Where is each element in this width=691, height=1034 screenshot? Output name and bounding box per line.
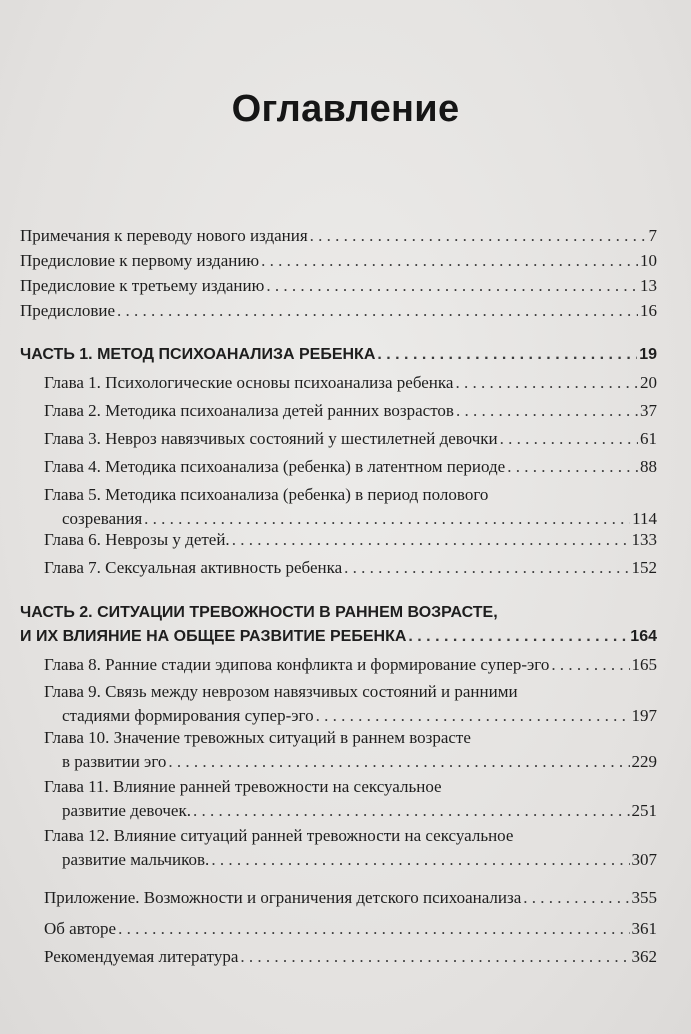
leader-dots [310,224,647,248]
toc-chapter-page: 37 [640,401,657,420]
toc-chapter-title-line1: Глава 10. Значение тревожных ситуаций в раннем возрасте [44,728,471,747]
toc-entry-title: Предисловие [20,301,116,320]
toc-part-2[interactable] [20,601,657,649]
toc-chapter-title-line1: Глава 9. Связь между неврозом навязчивых состояний и ранними [44,682,518,701]
toc-chapter-title-line1: Глава 12. Влияние ситуаций ранней тревожности на сексуальное [44,826,514,845]
toc-entry[interactable] [44,945,657,969]
leader-dots [168,750,629,774]
toc-entry[interactable] [20,224,657,248]
toc-chapter-title: Глава 2. Методика психоанализа детей ранних возрастов [44,401,454,420]
toc-chapter-title-line2: стадиями формирования супер-эго [62,706,314,725]
toc-part-title: ЧАСТЬ 1. МЕТОД ПСИХОАНАЛИЗА РЕБЕНКА [20,346,376,363]
toc-entry-page: 355 [631,888,657,907]
toc-entry-title: Предисловие к третьему изданию [20,276,265,295]
toc-chapter[interactable] [44,726,657,774]
toc-chapter[interactable] [44,775,657,823]
toc-chapter-title: Глава 6. Неврозы у детей. [44,530,230,549]
toc-entry[interactable] [20,299,657,323]
toc-chapter-page: 197 [631,706,657,725]
toc-entry-page: 10 [640,251,657,270]
toc-chapter[interactable] [44,483,657,531]
toc-chapter[interactable] [44,427,657,451]
leader-dots [377,343,637,367]
leader-dots [117,299,638,323]
toc-chapter-page: 88 [640,457,657,476]
toc-part-1[interactable] [20,343,657,367]
toc-part-title-line2: И ИХ ВЛИЯНИЕ НА ОБЩЕЕ РАЗВИТИЕ РЕБЕНКА [20,628,407,645]
toc-entry[interactable] [44,917,657,941]
toc-chapter-title-line1: Глава 5. Методика психоанализа (ребенка) в период полового [44,485,489,504]
toc-chapter-page: 20 [640,373,657,392]
toc-chapter-title-line2: в развитии эго [62,752,167,771]
leader-dots [344,556,629,580]
toc-entry-page: 13 [640,276,657,295]
toc-chapter[interactable] [44,528,657,552]
leader-dots [261,249,638,273]
toc-chapter-page: 114 [632,509,657,528]
leader-dots [551,653,629,677]
leader-dots [456,399,638,423]
toc-chapter[interactable] [44,653,657,677]
leader-dots [118,917,629,941]
toc-chapter-page: 152 [631,558,657,577]
toc-chapter-title: Глава 3. Невроз навязчивых состояний у шестилетней девочки [44,429,498,448]
toc-chapter-title-line2: созревания [62,509,143,528]
toc-chapter-page: 165 [631,655,657,674]
toc-part-page: 19 [639,346,657,363]
toc-entry-page: 361 [631,919,657,938]
toc-chapter-page: 251 [631,801,657,820]
toc-chapter-title-line2: развитие мальчиков. [62,850,210,869]
toc-chapter[interactable] [44,556,657,580]
leader-dots [523,886,629,910]
toc-chapter-title: Глава 7. Сексуальная активность ребенка [44,558,343,577]
leader-dots [266,274,638,298]
toc-entry[interactable] [20,249,657,273]
toc-chapter-title-line1: Глава 11. Влияние ранней тревожности на сексуальное [44,777,442,796]
toc-chapter-page: 61 [640,429,657,448]
toc-part-title-line1: ЧАСТЬ 2. СИТУАЦИИ ТРЕВОЖНОСТИ В РАННЕМ ВОЗРАСТЕ, [20,604,498,621]
toc-chapter[interactable] [44,455,657,479]
toc-entry[interactable] [44,886,657,910]
toc-entry-title: Рекомендуемая литература [44,947,239,966]
leader-dots [211,848,629,872]
toc-chapter-page: 229 [631,752,657,771]
toc-entry-title: Об авторе [44,919,117,938]
leader-dots [316,704,630,728]
page-title: Оглавление [231,88,460,130]
leader-dots [240,945,629,969]
toc-entry[interactable] [20,274,657,298]
leader-dots [193,799,630,823]
toc-chapter[interactable] [44,371,657,395]
leader-dots [232,528,630,552]
toc-chapter[interactable] [44,824,657,872]
leader-dots [500,427,638,451]
toc-chapter-page: 133 [631,530,657,549]
toc-entry-page: 7 [648,226,657,245]
toc-chapter-title-line2: развитие девочек. [62,801,191,820]
toc-entry-title: Примечания к переводу нового издания [20,226,308,245]
toc-chapter-title: Глава 8. Ранние стадии эдипова конфликта и формирование супер-эго [44,655,550,674]
toc-chapter-title: Глава 1. Психологические основы психоанализа ребенка [44,373,454,392]
leader-dots [408,625,628,649]
leader-dots [455,371,638,395]
toc-entry-page: 16 [640,301,657,320]
toc-part-page: 164 [630,628,657,645]
toc-chapter-page: 307 [631,850,657,869]
toc-entry-title: Приложение. Возможности и ограничения детского психоанализа [44,888,522,907]
toc-chapter[interactable] [44,680,657,728]
toc-entry-title: Предисловие к первому изданию [20,251,260,270]
toc-entry-page: 362 [631,947,657,966]
toc-chapter-title: Глава 4. Методика психоанализа (ребенка) в латентном периоде [44,457,506,476]
leader-dots [507,455,638,479]
toc-chapter[interactable] [44,399,657,423]
